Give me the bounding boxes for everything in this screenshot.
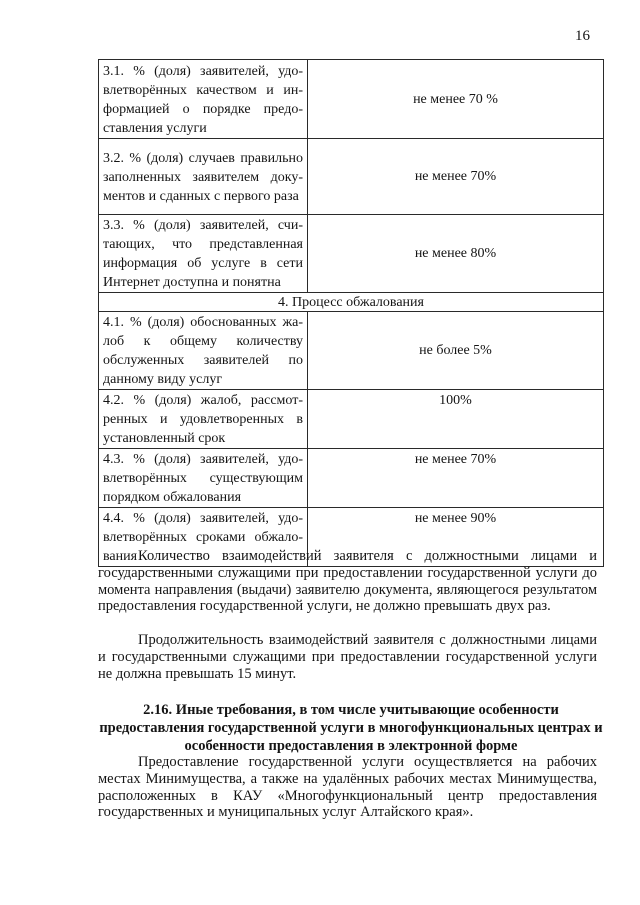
paragraph-service-locations: Предоставление государственной услуги осуществляется на рабочих местах Минимущества, а также на удалённых рабочих местах Минимущества, расположенных в КАУ «Многофункциональный центр предоставления государственных и муниципальных услуг Алтайского края».: [98, 754, 597, 821]
criterion-cell: 4.2. % (доля) жалоб, рассмот-ренных и удовлетворенных в установленный срок: [99, 390, 308, 449]
quality-indicators-table: [98, 59, 604, 567]
value-cell: не менее 70%: [308, 449, 604, 508]
table-row: [99, 449, 604, 508]
paragraph-interactions-count: Количество взаимодействий заявителя с должностными лицами и государственными служащими при предоставлении государственной услуги до момента направления (выдачи) заявителю документа, являющегося результатом предоставления государственной услуги, не должно превышать двух раз.: [98, 548, 597, 615]
table-row: [99, 312, 604, 390]
value-cell: не более 5%: [308, 312, 604, 390]
table-row: [99, 390, 604, 449]
criterion-cell: 4.4. % (доля) заявителей, удо-влетворённых сроками обжало-вания: [99, 508, 308, 567]
section-header: 4. Процесс обжалования: [99, 293, 604, 312]
paragraph-interactions-duration: Продолжительность взаимодействий заявителя с должностными лицами и государственными служащими при предоставлении государственной услуги не должна превышать 15 минут.: [98, 632, 597, 682]
table-row: [99, 60, 604, 139]
criterion-cell: 3.2. % (доля) случаев правильно заполненных заявителем доку-ментов и сданных с первого раза: [99, 139, 308, 215]
table-row: [99, 139, 604, 215]
value-cell: не менее 80%: [308, 215, 604, 293]
criterion-cell: 4.1. % (доля) обоснованных жа-лоб к общему количеству обслуженных заявителей по данному виду услуг: [99, 312, 308, 390]
value-cell: не менее 90%: [308, 508, 604, 567]
table-section-row: [99, 293, 604, 312]
value-cell: не менее 70 %: [308, 60, 604, 139]
page-number: 16: [575, 28, 590, 44]
criterion-cell: 4.3. % (доля) заявителей, удо-влетворённых существующим порядком обжалования: [99, 449, 308, 508]
section-heading-2-16: 2.16. Иные требования, в том числе учитывающие особенности предоставления государственной услуги в многофункциональных центрах и особенности предоставления в электронной форме: [99, 702, 603, 754]
criterion-cell: 3.1. % (доля) заявителей, удо-влетворённых качеством и ин-формацией о порядке предо-ставления услуги: [99, 60, 308, 139]
value-cell: не менее 70%: [308, 139, 604, 215]
table-row: [99, 215, 604, 293]
criterion-cell: 3.3. % (доля) заявителей, счи-тающих, что представленная информация об услуге в сети Интернет доступна и понятна: [99, 215, 308, 293]
value-cell: 100%: [308, 390, 604, 449]
